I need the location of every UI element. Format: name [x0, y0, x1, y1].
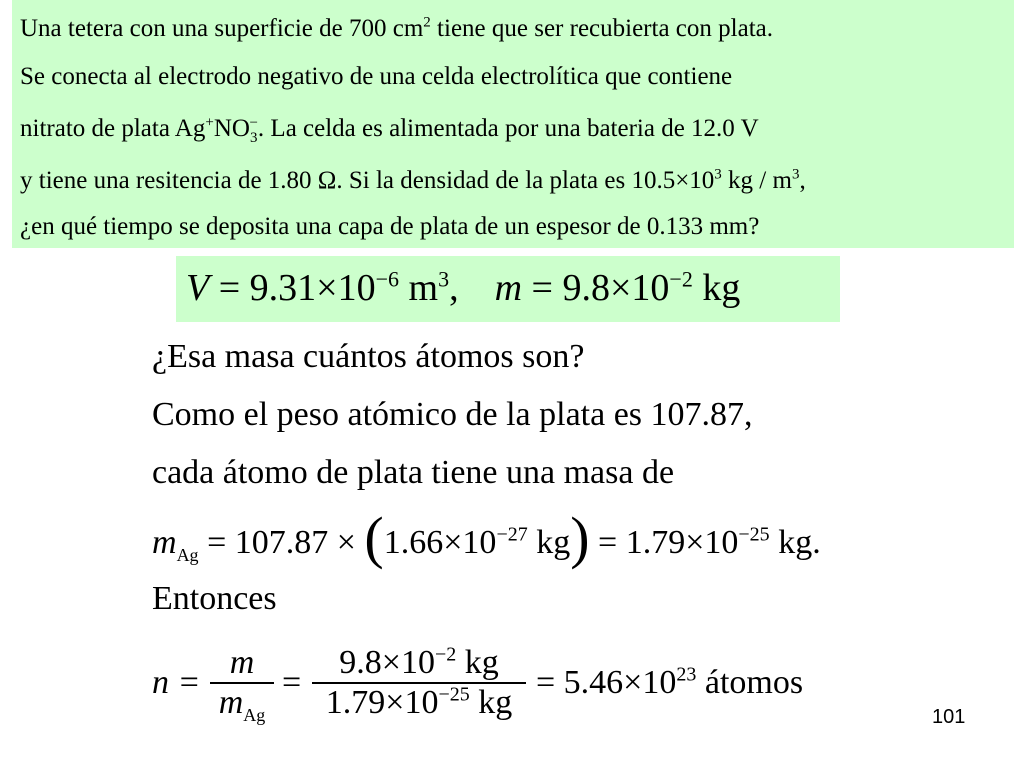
exponent: 23	[676, 663, 697, 686]
fraction-numerator: m	[229, 644, 255, 681]
question-text: ¿Esa masa cuántos átomos son?	[152, 338, 585, 375]
atomic-weight-text: Como el peso atómico de la plata es 107.87,	[152, 396, 753, 433]
mass-unit: kg	[692, 267, 741, 309]
problem-text: kg / m	[721, 167, 792, 194]
problem-line-4	[20, 166, 806, 196]
numerator-value: 9.8×10	[339, 644, 435, 681]
problem-text: y tiene una resitencia de 1.80 Ω. Si la densidad de la plata es 10.5×10	[20, 167, 715, 194]
equals-sign: =	[282, 664, 302, 701]
mass-subscript: Ag	[176, 544, 199, 565]
n-lhs	[152, 664, 200, 702]
problem-line-1	[20, 14, 773, 44]
problem-line-2	[20, 62, 732, 92]
problem-statement-box	[12, 0, 1014, 248]
left-paren: (	[364, 505, 384, 570]
problem-line-3	[20, 114, 759, 144]
denominator-subscript: Ag	[243, 704, 266, 725]
atom-count-result	[536, 664, 803, 702]
equation-term: 1.66×10	[383, 524, 497, 561]
subscript: 3	[249, 130, 258, 146]
volume-mass-result-box	[176, 256, 840, 322]
n-variable: n =	[152, 664, 201, 701]
result-unit: átomos	[696, 664, 804, 701]
superscript: −	[249, 114, 258, 131]
problem-text: Se conecta al electrodo negativo de una celda electrolítica que contiene	[20, 63, 733, 90]
volume-exponent: −6	[375, 266, 400, 292]
denominator-value: 1.79×10	[325, 684, 439, 721]
problem-line-5	[20, 212, 759, 242]
exponent: −25	[438, 683, 470, 706]
equation-term: = 1.79×10	[589, 524, 739, 561]
then-text: Entonces	[152, 580, 277, 617]
volume-variable: V	[186, 267, 210, 309]
fraction-denominator	[312, 684, 526, 722]
volume-mass-equation	[186, 266, 740, 310]
page-number: 101	[932, 706, 966, 728]
problem-text: Una tetera con una superficie de 700 cm	[20, 15, 424, 42]
superscript: +	[205, 114, 214, 131]
problem-text: NO	[213, 115, 250, 142]
denominator-variable: m	[218, 684, 244, 721]
problem-text: . La celda es alimentada por una bateria de 12.0 V	[257, 115, 759, 142]
fraction-denominator	[210, 684, 274, 725]
problem-text: ¿en qué tiempo se deposita una capa de plata de un espesor de 0.133 mm?	[20, 213, 760, 240]
unit: kg	[469, 684, 513, 721]
result-value: = 5.46×10	[536, 664, 677, 701]
unit: kg	[527, 524, 571, 561]
mass-variable: m	[152, 524, 177, 561]
fraction-m-over-mag	[210, 644, 274, 725]
mass-exponent: −2	[669, 266, 693, 292]
volume-unit: m	[399, 267, 439, 309]
right-paren: )	[570, 505, 590, 570]
mass-value: = 9.8×10	[522, 267, 670, 309]
mass-variable: m	[494, 267, 523, 309]
unit: kg	[456, 644, 499, 681]
superscript: 3	[714, 166, 722, 183]
atom-mass-equation	[152, 505, 821, 570]
volume-value: = 9.31×10	[209, 267, 376, 309]
exponent: −2	[434, 643, 457, 666]
fraction-numerator	[312, 644, 526, 682]
superscript: 2	[423, 14, 431, 31]
exponent: −27	[496, 523, 528, 546]
problem-text: tiene que ser recubierta con plata.	[430, 15, 773, 42]
problem-text: ,	[799, 167, 806, 194]
fraction-value	[312, 644, 526, 722]
separator: ,	[449, 267, 459, 309]
volume-unit-exponent: 3	[438, 266, 450, 292]
atom-mass-intro-text: cada átomo de plata tiene una masa de	[152, 454, 675, 491]
exponent: −25	[738, 523, 770, 546]
problem-text: nitrato de plata Ag	[20, 115, 206, 142]
equation-term: = 107.87 ×	[198, 524, 365, 561]
superscript: 3	[791, 166, 800, 183]
unit: kg.	[769, 524, 821, 561]
